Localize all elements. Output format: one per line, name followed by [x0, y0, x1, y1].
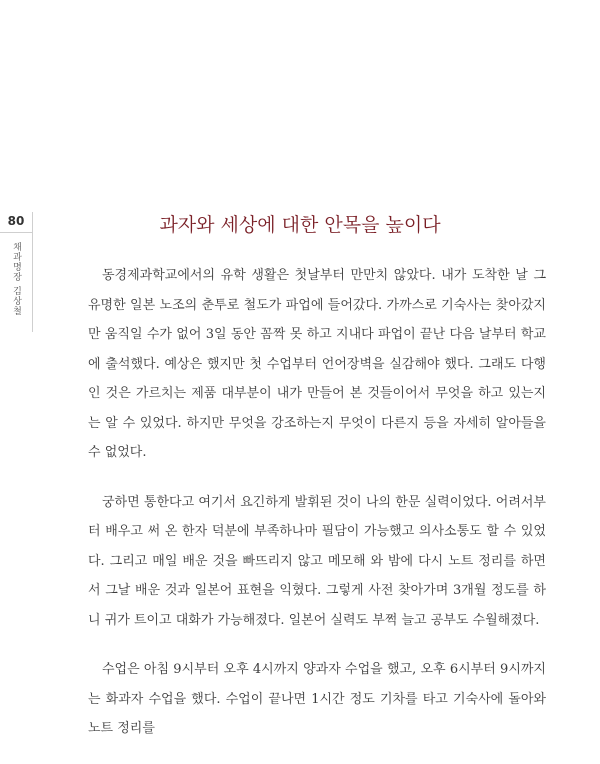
running-head: 채과명장 김상철 [11, 242, 21, 316]
section-heading: 과자와 세상에 대한 안목을 높이다 [159, 214, 441, 236]
paragraph-3: 수업은 아침 9시부터 오후 4시까지 양과자 수업을 했고, 오후 6시부터 9시까지는 화과자 수업을 했다. 수업이 끝나면 1시간 정도 기차를 타고 기숙사에 돌아와 노트 정리를 [88, 662, 546, 736]
body-text [88, 261, 546, 764]
paragraph-2: 궁하면 통한다고 여기서 요긴하게 발휘된 것이 나의 한문 실력이었다. 어려서부터 배우고 써 온 한자 덕분에 부족하나마 필담이 가능했고 의사소통도 할 수 있었다. 그리고 매일 배운 것을 빠뜨리지 않고 메모해 와 밤에 다시 노트 정리를 하면서 그날 배운 것과 일본어 표현을 익혔다. 그렇게 사전 찾아가며 3개월 정도를 하니 귀가 트이고 대화가 가능해졌다. 일본어 실력도 부쩍 늘고 공부도 수월해졌다. [88, 494, 546, 628]
paragraph-1: 동경제과학교에서의 유학 생활은 첫날부터 만만치 않았다. 내가 도착한 날 그 유명한 일본 노조의 춘투로 철도가 파업에 들어갔다. 가까스로 기숙사는 찾아갔지만 움직일 수가 없어 3일 동안 꼼짝 못 하고 지내다 파업이 끝난 다음 날부터 학교에 출석했다. 예상은 했지만 첫 수업부터 언어장벽을 실감해야 했다. 그래도 다행인 것은 가르치는 제품 대부분이 내가 만들어 본 것들이어서 무엇을 하고 있는지는 알 수 있었다. 하지만 무엇을 강조하는지 무엇이 다른지 등을 자세히 알아들을 수 없었다. [88, 268, 546, 460]
page-number: 80 [0, 214, 32, 233]
